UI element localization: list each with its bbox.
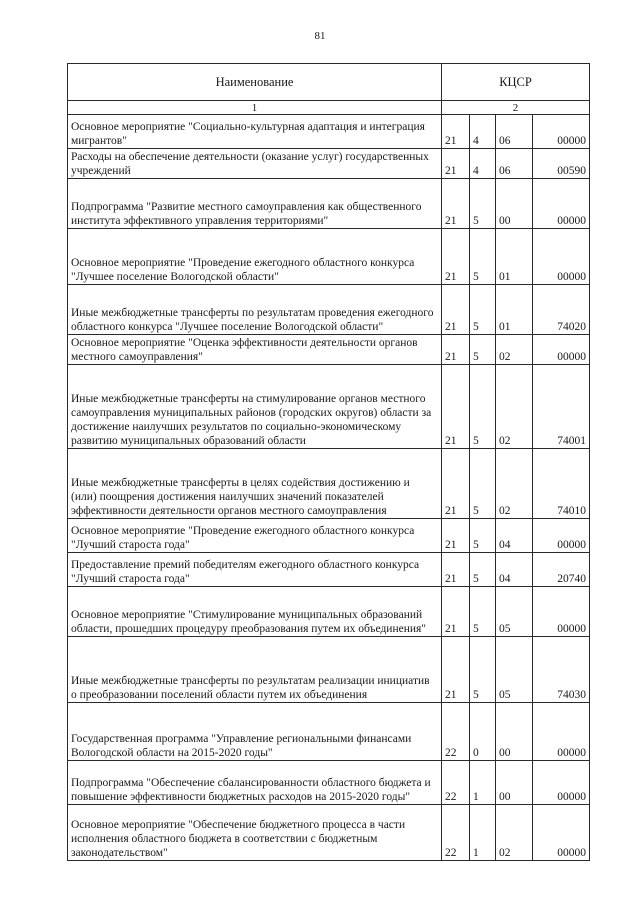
code-part-3: 00 — [496, 179, 533, 229]
code-part-2: 1 — [470, 761, 496, 805]
code-part-3: 04 — [496, 519, 533, 553]
code-part-2: 5 — [470, 179, 496, 229]
row-name: Государственная программа "Управление региональными финансами Вологодской области на 2015-2020 годы" — [68, 703, 442, 761]
row-name: Подпрограмма "Обеспечение сбалансированности областного бюджета и повышение эффективности бюджетных расходов на 2015-2020 годы" — [68, 761, 442, 805]
column-number-row — [68, 101, 590, 115]
code-part-1: 22 — [442, 805, 470, 861]
code-part-3: 02 — [496, 449, 533, 519]
table-row — [68, 229, 590, 285]
table-row — [68, 805, 590, 861]
code-part-1: 21 — [442, 519, 470, 553]
code-part-4: 00000 — [533, 761, 590, 805]
code-part-4: 00000 — [533, 519, 590, 553]
code-part-3: 05 — [496, 587, 533, 637]
code-part-2: 5 — [470, 553, 496, 587]
code-part-2: 5 — [470, 449, 496, 519]
name-column-number: 1 — [68, 101, 442, 115]
row-name: Предоставление премий победителям ежегодного областного конкурса "Лучший староста года" — [68, 553, 442, 587]
row-name: Иные межбюджетные трансферты по результатам проведения ежегодного областного конкурса "Лучшее поселение Вологодской области" — [68, 285, 442, 335]
code-part-4: 00000 — [533, 805, 590, 861]
kcsr-table — [67, 63, 590, 861]
code-part-4: 00590 — [533, 149, 590, 179]
code-part-3: 00 — [496, 761, 533, 805]
code-part-3: 06 — [496, 149, 533, 179]
code-part-4: 00000 — [533, 179, 590, 229]
code-part-1: 21 — [442, 285, 470, 335]
code-part-1: 21 — [442, 587, 470, 637]
table-row — [68, 519, 590, 553]
table-row — [68, 703, 590, 761]
code-part-1: 21 — [442, 637, 470, 703]
code-part-2: 5 — [470, 229, 496, 285]
table-row — [68, 365, 590, 449]
code-part-3: 02 — [496, 335, 533, 365]
row-name: Иные межбюджетные трансферты по результатам реализации инициатив о преобразовании поселений области путем их объединения — [68, 637, 442, 703]
row-name: Основное мероприятие "Оценка эффективности деятельности органов местного самоуправления" — [68, 335, 442, 365]
table-row — [68, 179, 590, 229]
code-part-4: 00000 — [533, 115, 590, 149]
code-part-1: 22 — [442, 703, 470, 761]
name-column-header: Наименование — [68, 64, 442, 101]
code-part-4: 00000 — [533, 229, 590, 285]
code-part-4: 74020 — [533, 285, 590, 335]
code-part-4: 00000 — [533, 587, 590, 637]
code-part-3: 02 — [496, 365, 533, 449]
row-name: Подпрограмма "Развитие местного самоуправления как общественного института эффективного управления территориями" — [68, 179, 442, 229]
code-part-4: 74030 — [533, 637, 590, 703]
row-name: Иные межбюджетные трансферты в целях содействия достижению и (или) поощрения достижения наилучших значений показателей эффективности деятельности органов местного самоуправления — [68, 449, 442, 519]
code-part-4: 74010 — [533, 449, 590, 519]
code-part-2: 0 — [470, 703, 496, 761]
row-name: Основное мероприятие "Обеспечение бюджетного процесса в части исполнения областного бюджета в соответствии с бюджетным законодательством" — [68, 805, 442, 861]
table-row — [68, 449, 590, 519]
code-column-number: 2 — [442, 101, 590, 115]
row-name: Основное мероприятие "Проведение ежегодного областного конкурса "Лучшее поселение Вологодской области" — [68, 229, 442, 285]
code-part-2: 5 — [470, 519, 496, 553]
table-row — [68, 115, 590, 149]
row-name: Иные межбюджетные трансферты на стимулирование органов местного самоуправления муниципальных районов (городских округов) области за достижение наилучших результатов по социально-экономическому развитию муниципальных образований области — [68, 365, 442, 449]
table-row — [68, 761, 590, 805]
code-part-4: 20740 — [533, 553, 590, 587]
code-part-3: 00 — [496, 703, 533, 761]
code-part-4: 00000 — [533, 335, 590, 365]
row-name: Основное мероприятие "Проведение ежегодного областного конкурса "Лучший староста года" — [68, 519, 442, 553]
code-part-2: 5 — [470, 587, 496, 637]
table-row — [68, 637, 590, 703]
code-part-1: 21 — [442, 179, 470, 229]
table-row — [68, 587, 590, 637]
code-part-4: 74001 — [533, 365, 590, 449]
code-part-2: 4 — [470, 149, 496, 179]
code-part-3: 05 — [496, 637, 533, 703]
code-part-2: 1 — [470, 805, 496, 861]
code-part-2: 5 — [470, 285, 496, 335]
code-part-3: 01 — [496, 285, 533, 335]
row-name: Основное мероприятие "Социально-культурная адаптация и интеграция мигрантов" — [68, 115, 442, 149]
code-part-1: 21 — [442, 553, 470, 587]
row-name: Основное мероприятие "Стимулирование муниципальных образований области, прошедших процедуру преобразования путем их объединения" — [68, 587, 442, 637]
code-part-1: 21 — [442, 149, 470, 179]
code-part-1: 22 — [442, 761, 470, 805]
row-name: Расходы на обеспечение деятельности (оказание услуг) государственных учреждений — [68, 149, 442, 179]
code-part-3: 02 — [496, 805, 533, 861]
code-part-2: 5 — [470, 365, 496, 449]
code-part-4: 00000 — [533, 703, 590, 761]
code-part-3: 01 — [496, 229, 533, 285]
code-part-1: 21 — [442, 229, 470, 285]
code-column-header: КЦСР — [442, 64, 590, 101]
code-part-1: 21 — [442, 115, 470, 149]
code-part-3: 06 — [496, 115, 533, 149]
table-row — [68, 149, 590, 179]
page-number: 81 — [314, 30, 326, 42]
code-part-2: 5 — [470, 335, 496, 365]
code-part-2: 4 — [470, 115, 496, 149]
table-row — [68, 285, 590, 335]
table-row — [68, 335, 590, 365]
code-part-1: 21 — [442, 335, 470, 365]
header-row — [68, 64, 590, 101]
code-part-1: 21 — [442, 365, 470, 449]
code-part-3: 04 — [496, 553, 533, 587]
table-row — [68, 553, 590, 587]
code-part-2: 5 — [470, 637, 496, 703]
table-body — [68, 115, 590, 861]
code-part-1: 21 — [442, 449, 470, 519]
